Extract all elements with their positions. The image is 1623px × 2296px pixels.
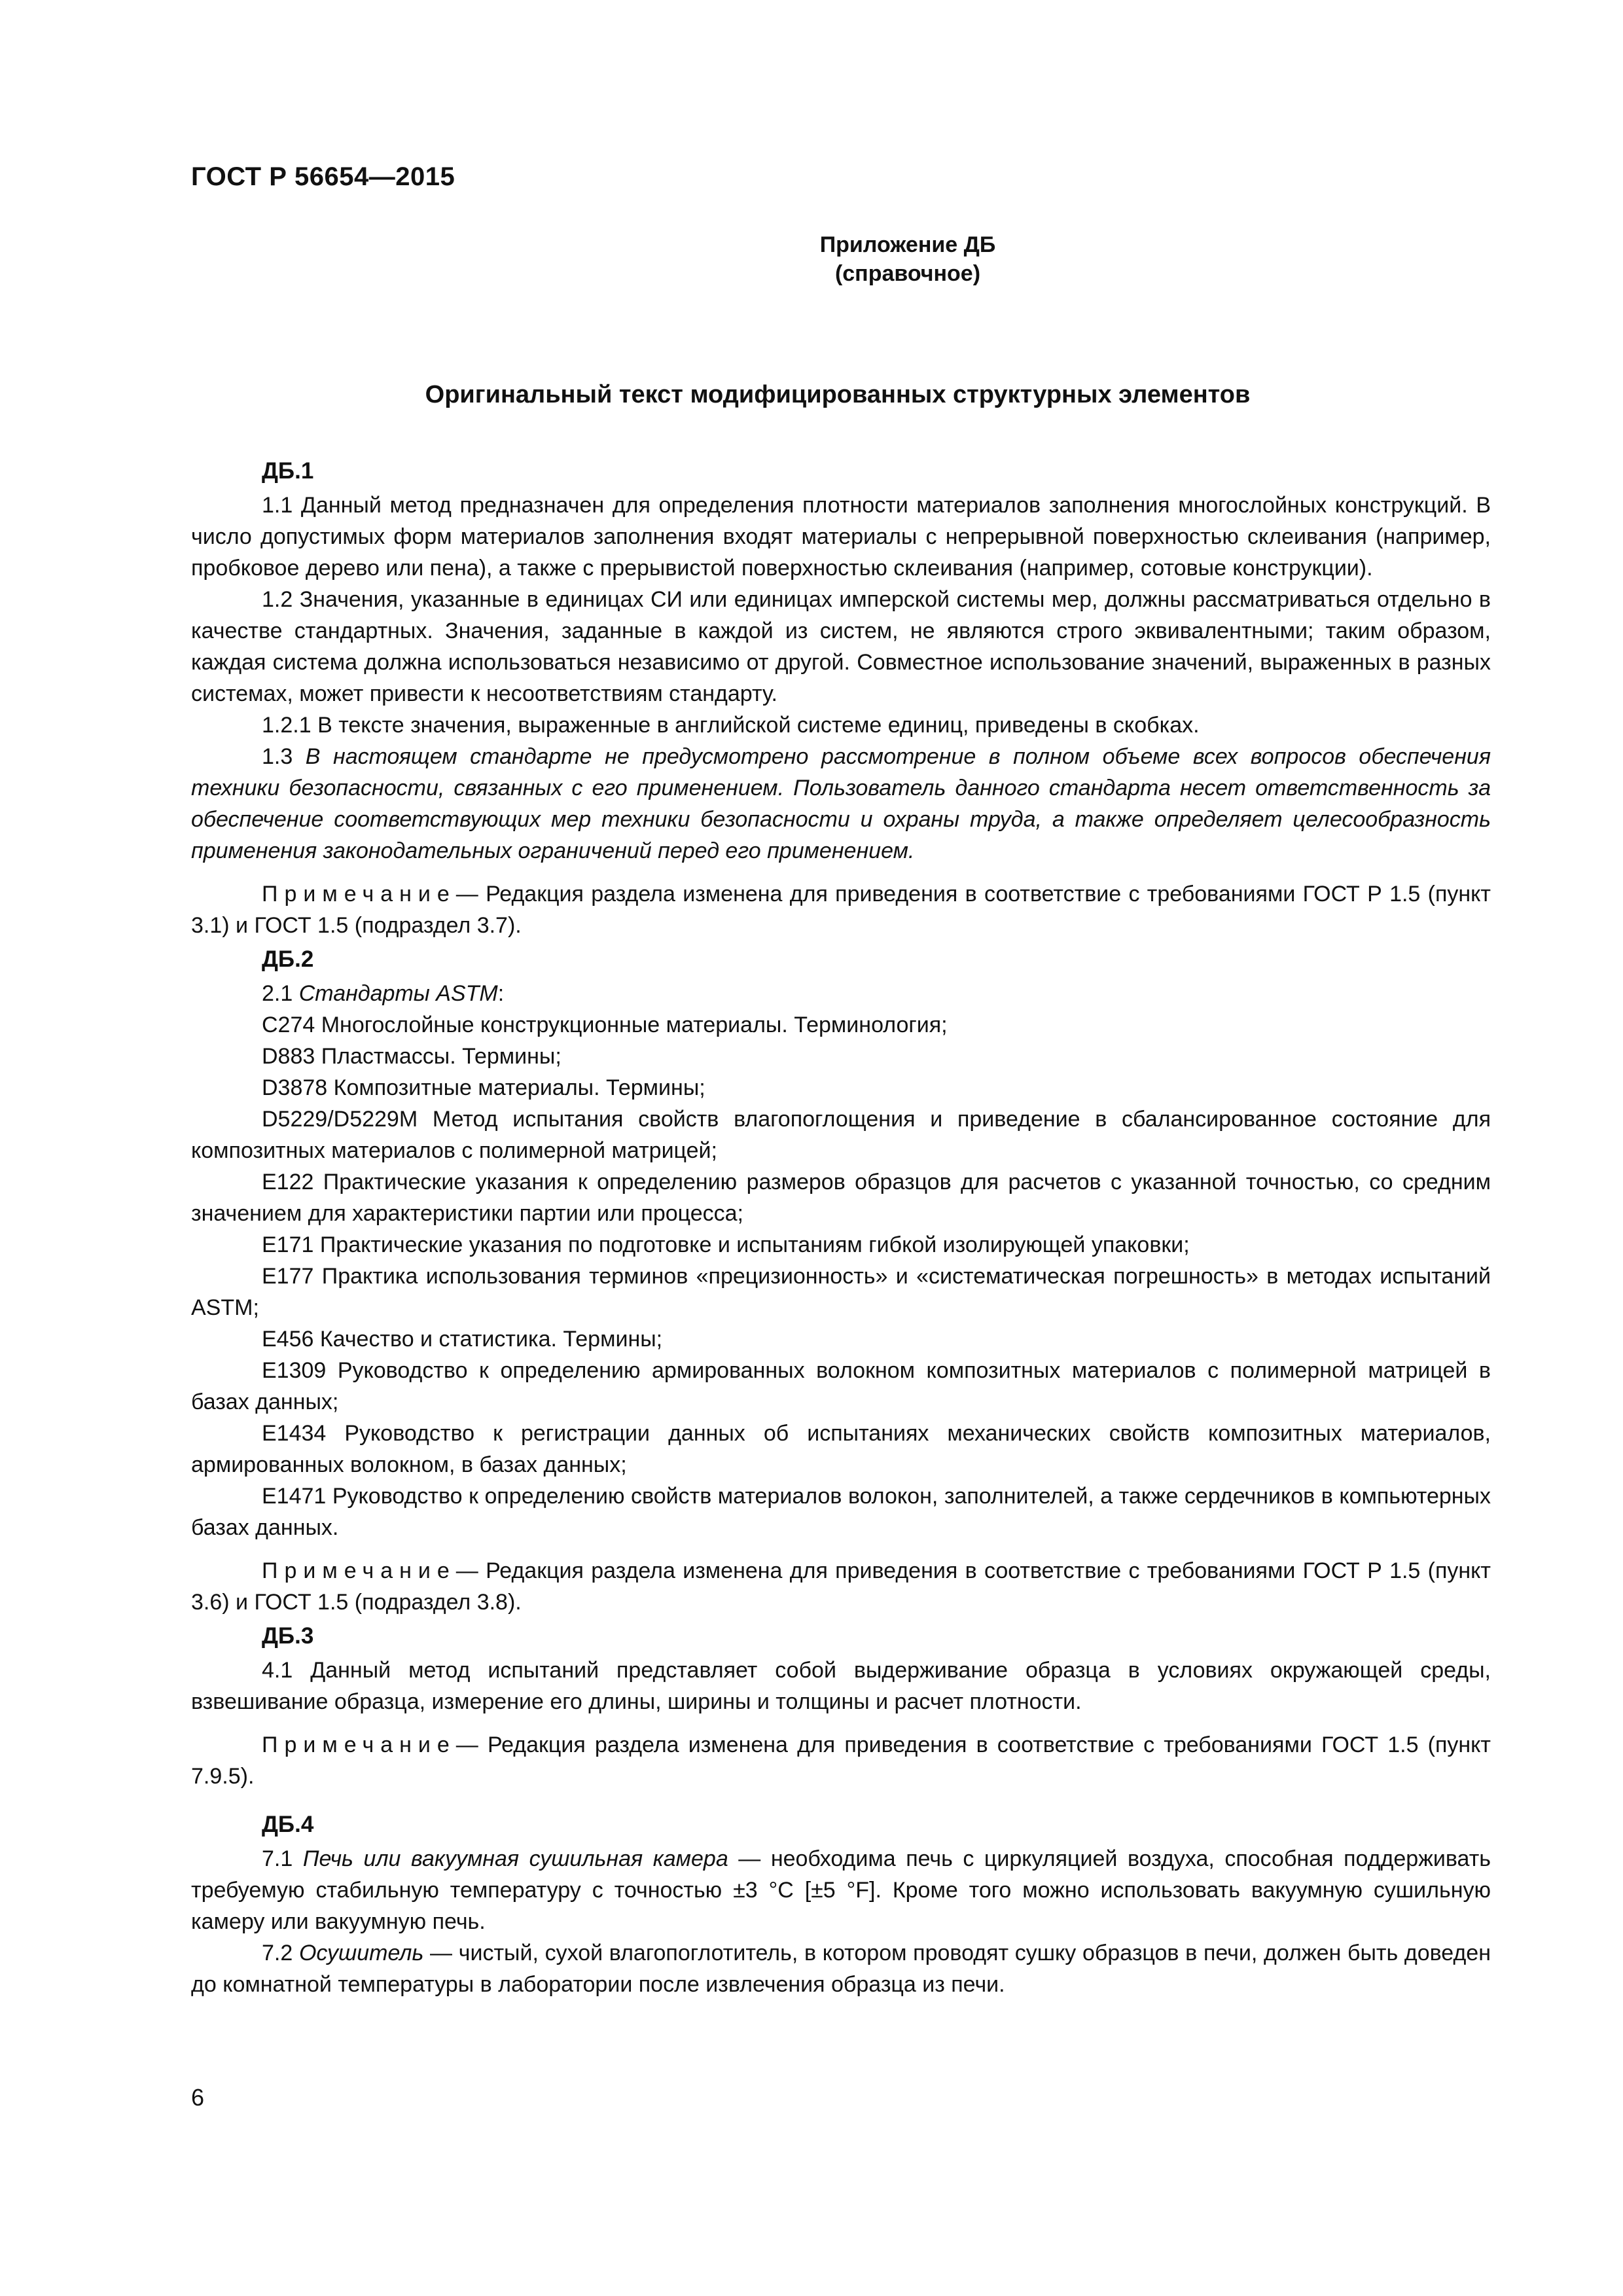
note-db3 <box>191 1729 1491 1792</box>
astm-reference-item: E1434 Руководство к регистрации данных об испытаниях механических свойств композитных материалов, армированных волокном, в базах данных; <box>191 1421 1491 1477</box>
paragraph-7-2-number: 7.2 <box>262 1941 293 1965</box>
paragraph-1-3 <box>191 741 1491 867</box>
paragraph-7-1-number: 7.1 <box>262 1846 293 1871</box>
astm-reference-item: D3878 Композитные материалы. Термины; <box>262 1075 705 1100</box>
astm-reference-item: E456 Качество и статистика. Термины; <box>262 1327 663 1352</box>
paragraph-2-1-colon: : <box>497 981 505 1006</box>
annex-title: Оригинальный текст модифицированных структурных элементов <box>425 381 1251 408</box>
paragraph-4-1: 4.1 Данный метод испытаний представляет собой выдерживание образца в условиях окружающей среды, взвешивание образца, измерение его длины, ширины и толщины и расчет плотности. <box>191 1658 1491 1714</box>
paragraph-7-2-term: Осушитель <box>298 1941 424 1965</box>
paragraph-1-2: 1.2 Значения, указанные в единицах СИ или единицах имперской системы мер, должны рассматриваться отдельно в качестве стандартных. Значения, заданные в каждой из систем, не являются строго эквивалентными; таким образом, каждая система должна использоваться независимо от другой. Совместное использование значений, выраженных в разных системах, может привести к несоответствиям стандарту. <box>191 587 1491 706</box>
document-body <box>191 453 1491 2000</box>
paragraph-7-2 <box>191 1937 1491 2000</box>
astm-reference-item: E177 Практика использования терминов «прецизионность» и «систематическая погрешность» в методах испытаний ASTM; <box>191 1264 1491 1320</box>
astm-reference-item: E1471 Руководство к определению свойств материалов волокон, заполнителей, а также сердечников в компьютерных базах данных. <box>191 1484 1491 1540</box>
standard-code: ГОСТ Р 56654—2015 <box>191 162 455 191</box>
paragraph-2-1 <box>191 978 1491 1009</box>
annex-header <box>0 230 1623 288</box>
astm-reference-item: D5229/D5229M Метод испытания свойств влагопоглощения и приведение в сбалансированное состояние для композитных материалов с полимерной матрицей; <box>191 1107 1491 1163</box>
note-db2 <box>191 1555 1491 1618</box>
note-label: Примечание <box>262 1732 456 1757</box>
paragraph-7-1 <box>191 1843 1491 1937</box>
astm-reference-item: D883 Пластмассы. Термины; <box>262 1044 562 1069</box>
paragraph-7-1-text: — необходима печь с циркуляцией воздуха, способная поддерживать требуемую стабильную температуру с точностью ±3 °C [±5 °F]. Кроме того можно использовать вакуумную сушильную камеру или вакуумную печь. <box>191 1846 1491 1934</box>
page-number: 6 <box>191 2084 205 2111</box>
note-text: — Редакция раздела изменена для приведения в соответствие с требованиями ГОСТ Р 1.5 (пункт 3.1) и ГОСТ 1.5 (подраздел 3.7). <box>191 882 1491 938</box>
astm-reference-item: C274 Многослойные конструкционные материалы. Терминология; <box>262 1013 948 1037</box>
annex-label: Приложение ДБ <box>819 232 996 257</box>
note-db1 <box>191 878 1491 941</box>
astm-reference-item: E122 Практические указания к определению размеров образцов для расчетов с указанной точностью, со средним значением для характеристики партии или процесса; <box>191 1170 1491 1226</box>
paragraph-1-3-text: В настоящем стандарте не предусмотрено рассмотрение в полном объеме всех вопросов обеспечения техники безопасности, связанных с его применением. Пользователь данного стандарта несет ответственность за обеспечение соответствующих мер техники безопасности и охраны труда, а также определяет целесообразность применения законодательных ограничений перед его применением. <box>191 744 1491 863</box>
note-text: — Редакция раздела изменена для приведения в соответствие с требованиями ГОСТ Р 1.5 (пункт 3.6) и ГОСТ 1.5 (подраздел 3.8). <box>191 1558 1491 1615</box>
note-text: — Редакция раздела изменена для приведения в соответствие с требованиями ГОСТ 1.5 (пункт 7.9.5). <box>191 1732 1491 1789</box>
paragraph-2-1-number: 2.1 <box>262 981 293 1006</box>
annex-status: (справочное) <box>834 261 981 286</box>
astm-reference-item: E171 Практические указания по подготовке и испытаниям гибкой изолирующей упаковки; <box>262 1232 1190 1257</box>
note-label: Примечание <box>262 882 456 906</box>
paragraph-2-1-text: Стандарты ASTM <box>298 981 498 1006</box>
note-label: Примечание <box>262 1558 456 1583</box>
paragraph-7-1-term: Печь или вакуумная сушильная камера <box>302 1846 728 1871</box>
astm-reference-item: E1309 Руководство к определению армированных волокном композитных материалов с полимерной матрицей в базах данных; <box>191 1358 1491 1414</box>
section-heading-db4: ДБ.4 <box>262 1812 314 1837</box>
section-heading-db1: ДБ.1 <box>262 458 314 484</box>
paragraph-1-2-1: 1.2.1 В тексте значения, выраженные в английской системе единиц, приведены в скобках. <box>262 713 1200 738</box>
section-heading-db2: ДБ.2 <box>262 946 314 972</box>
paragraph-1-1: 1.1 Данный метод предназначен для определения плотности материалов заполнения многослойных конструкций. В число допустимых форм материалов заполнения входят материалы с непрерывной поверхностью склеивания (например, пробковое дерево или пена), а также с прерывистой поверхностью склеивания (например, сотовые конструкции). <box>191 493 1491 581</box>
paragraph-7-2-text: — чистый, сухой влагопоглотитель, в котором проводят сушку образцов в печи, должен быть доведен до комнатной температуры в лаборатории после извлечения образца из печи. <box>191 1941 1491 1997</box>
section-heading-db3: ДБ.3 <box>262 1623 314 1649</box>
paragraph-1-3-number: 1.3 <box>262 744 293 769</box>
